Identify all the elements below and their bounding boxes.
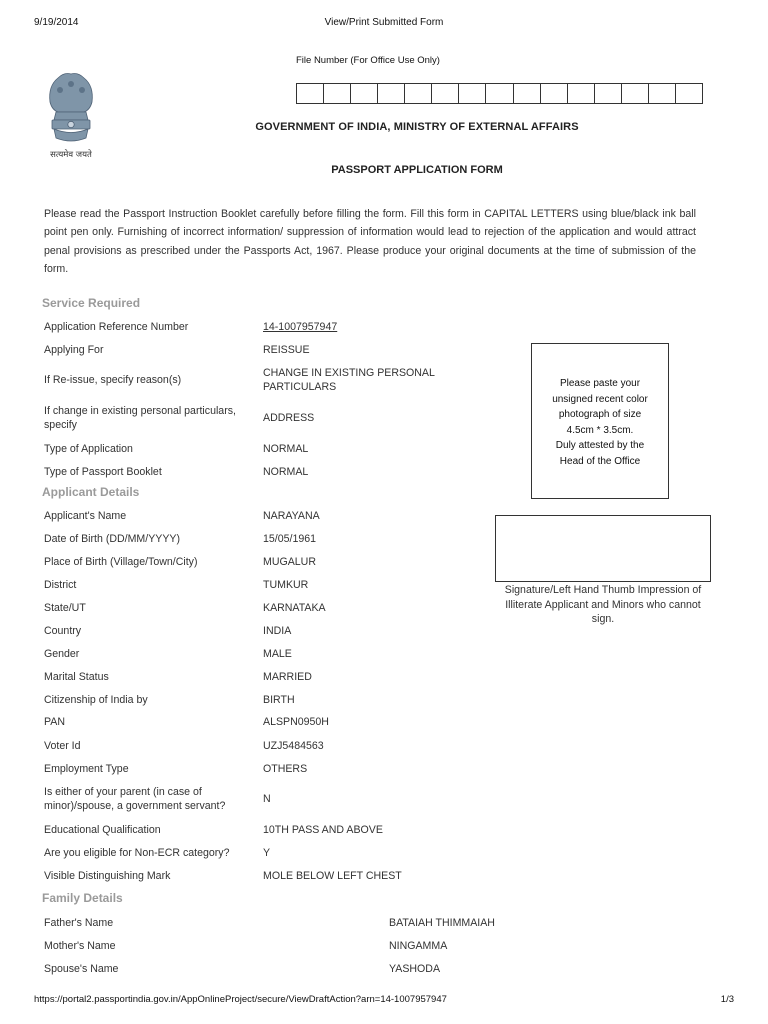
page-url-link[interactable]: https://portal2.passportindia.gov.in/AppOnlineProject/secure/ViewDraftAction?arn=14-1007957947 xyxy=(34,994,447,1005)
field-label: Applicant's Name xyxy=(44,510,127,522)
field-label: Date of Birth (DD/MM/YYYY) xyxy=(44,533,180,545)
field-label: Gender xyxy=(44,648,80,660)
field-value: BATAIAH THIMMAIAH xyxy=(389,917,495,929)
photo-line: photograph of size xyxy=(558,409,642,421)
field-value: CHANGE IN EXISTING PERSONAL PARTICULARS xyxy=(263,367,435,393)
signature-box xyxy=(495,515,711,582)
field-value: MUGALUR xyxy=(263,556,316,568)
emblem-caption: सत्यमेव जयते xyxy=(50,150,92,160)
field-label: Visible Distinguishing Mark xyxy=(44,870,171,882)
field-label: Father's Name xyxy=(44,917,114,929)
field-label: PAN xyxy=(44,716,65,728)
field-value: UZJ5484563 xyxy=(263,740,324,752)
section-service-required: Service Required xyxy=(42,296,141,310)
instructions-text: Please read the Passport Instruction Booklet carefully before filling the form. Fill this form in CAPITAL LETTERS using blue/black ink ball point pen only. Furnishing of incorrect information/ suppression of information would lead to rejection of the application and would attract penal provisions as prescribed under the Passports Act, 1967. Please produce your original documents at the time of submission of the form. xyxy=(44,208,696,276)
signature-caption: Signature/Left Hand Thumb Impression of Illiterate Applicant and Minors who cannot sign. xyxy=(504,584,702,625)
field-label: District xyxy=(44,579,77,591)
section-applicant-details: Applicant Details xyxy=(42,485,140,499)
field-value: YASHODA xyxy=(389,963,441,975)
field-value: NORMAL xyxy=(263,443,309,455)
field-label: Employment Type xyxy=(44,763,129,775)
print-title: View/Print Submitted Form xyxy=(324,17,444,28)
field-value: MOLE BELOW LEFT CHEST xyxy=(263,870,402,882)
file-number-box xyxy=(568,84,595,103)
field-value: Y xyxy=(263,847,271,859)
field-label: Mother's Name xyxy=(44,940,116,952)
photo-line: unsigned recent color xyxy=(552,393,648,405)
field-label: Spouse's Name xyxy=(44,963,119,975)
field-label: Applying For xyxy=(44,344,104,356)
file-number-box xyxy=(405,84,432,103)
field-value: ADDRESS xyxy=(263,412,315,424)
field-value: BIRTH xyxy=(263,694,295,706)
field-label: Place of Birth (Village/Town/City) xyxy=(44,556,198,568)
field-label: Type of Application xyxy=(44,443,133,455)
field-value: NORMAL xyxy=(263,466,309,478)
file-number-box xyxy=(297,84,324,103)
file-number-box xyxy=(541,84,568,103)
file-number-box xyxy=(432,84,459,103)
application-reference-link[interactable]: 14-1007957947 xyxy=(263,321,338,333)
file-number-box xyxy=(378,84,405,103)
field-label: State/UT xyxy=(44,602,86,614)
field-value: INDIA xyxy=(263,625,292,637)
field-label: Educational Qualification xyxy=(44,824,161,836)
field-label: Is either of your parent (in case of minor)/spouse, a government servant? xyxy=(44,786,226,812)
field-value: 15/05/1961 xyxy=(263,533,317,545)
print-date: 9/19/2014 xyxy=(34,17,79,28)
field-value: MALE xyxy=(263,648,292,660)
national-emblem-icon xyxy=(40,64,102,162)
field-label: Country xyxy=(44,625,82,637)
file-number-box xyxy=(351,84,378,103)
field-label: Application Reference Number xyxy=(44,321,189,333)
field-value: 10TH PASS AND ABOVE xyxy=(263,824,383,836)
field-label: Marital Status xyxy=(44,671,109,683)
field-value: NINGAMMA xyxy=(389,940,448,952)
field-value: REISSUE xyxy=(263,344,310,356)
page-number: 1/3 xyxy=(720,994,734,1005)
file-number-label: File Number (For Office Use Only) xyxy=(296,55,440,66)
file-number-box xyxy=(649,84,676,103)
field-value: KARNATAKA xyxy=(263,602,326,614)
field-label: Type of Passport Booklet xyxy=(44,466,162,478)
government-title: GOVERNMENT OF INDIA, MINISTRY OF EXTERNAL AFFAIRS xyxy=(255,121,579,133)
file-number-box xyxy=(595,84,622,103)
field-value: MARRIED xyxy=(263,671,312,683)
field-value: N xyxy=(263,793,271,805)
field-label: If change in existing personal particulars, specify xyxy=(44,405,236,431)
file-number-box xyxy=(622,84,649,103)
file-number-box xyxy=(459,84,486,103)
field-label: Are you eligible for Non-ECR category? xyxy=(44,847,230,859)
file-number-box xyxy=(324,84,351,103)
photo-line: Please paste your xyxy=(559,378,641,389)
photo-line: Duly attested by the xyxy=(555,440,645,452)
file-number-box xyxy=(514,84,541,103)
field-label: Voter Id xyxy=(44,740,81,752)
field-value: TUMKUR xyxy=(263,579,309,591)
photo-line: 4.5cm * 3.5cm. xyxy=(566,424,634,436)
file-number-boxes xyxy=(296,83,703,104)
field-value: ALSPN0950H xyxy=(263,716,329,728)
field-value: NARAYANA xyxy=(263,510,320,522)
field-label: Citizenship of India by xyxy=(44,694,148,706)
photo-placeholder-box xyxy=(531,343,669,499)
file-number-box xyxy=(486,84,513,103)
field-label: If Re-issue, specify reason(s) xyxy=(44,374,182,386)
file-number-box xyxy=(676,84,702,103)
field-value: OTHERS xyxy=(263,763,308,775)
section-family-details: Family Details xyxy=(42,891,123,905)
form-title: PASSPORT APPLICATION FORM xyxy=(331,164,503,176)
photo-line: Head of the Office xyxy=(559,455,641,467)
photo-instructions xyxy=(532,376,668,470)
